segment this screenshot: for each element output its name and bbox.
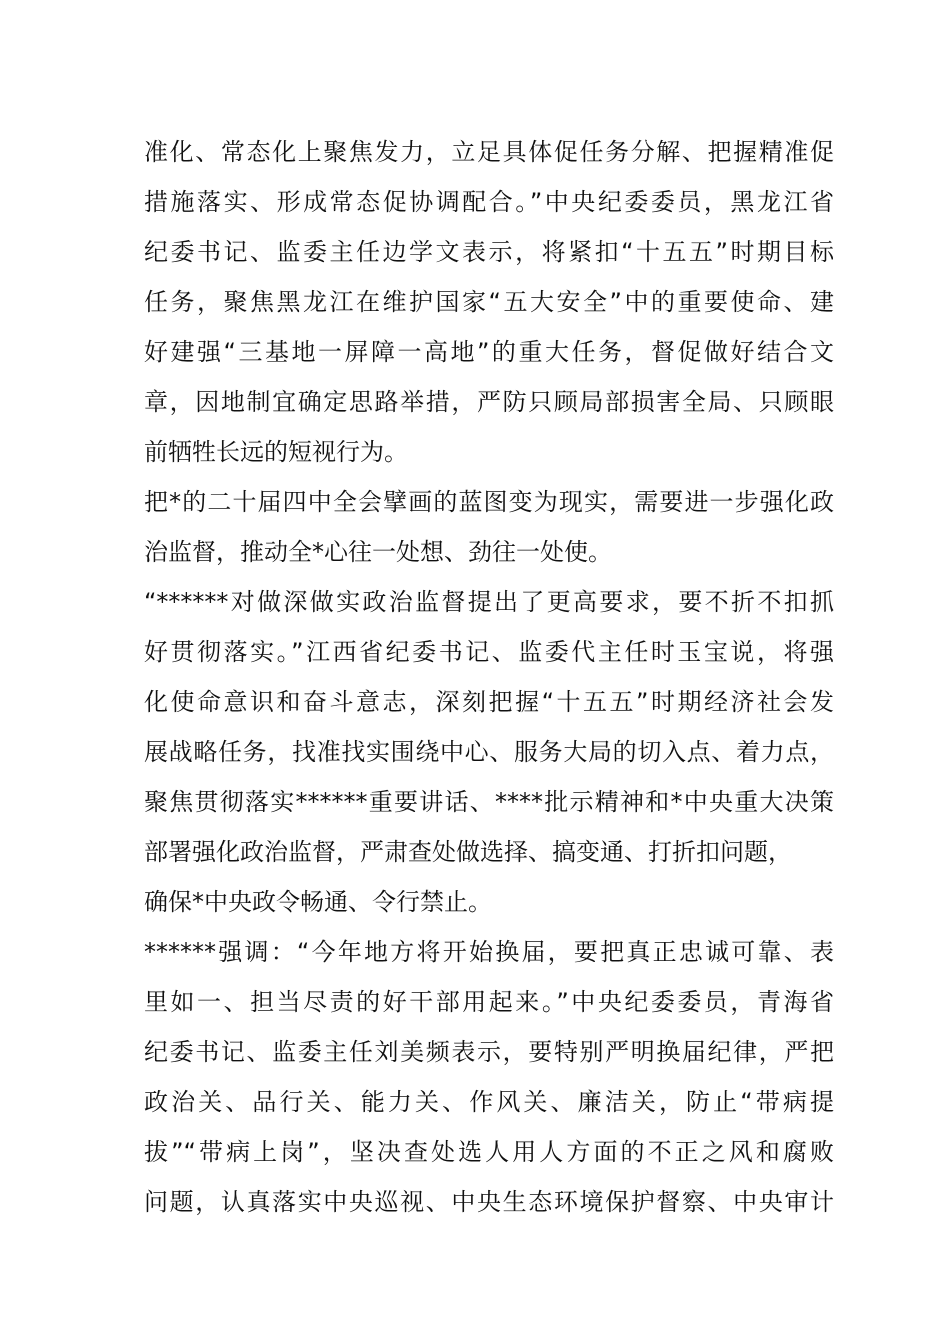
text-line: 好建强“三基地一屏障一高地”的重大任务，督促做好结合文 <box>144 338 834 366</box>
text-line: 问题，认真落实中央巡视、中央生态环境保护督察、中央审计 <box>144 1188 834 1216</box>
text-line: 聚焦贯彻落实******重要讲话、****批示精神和*中央重大决策 <box>144 788 834 816</box>
document-body <box>144 127 834 1227</box>
paragraph-4 <box>144 927 834 1227</box>
text-line: 任务，聚焦黑龙江在维护国家“五大安全”中的重要使命、建 <box>144 288 834 316</box>
text-line: 拔”“带病上岗”，坚决查处选人用人方面的不正之风和腐败 <box>144 1138 834 1166</box>
text-line: 纪委书记、监委主任边学文表示，将紧扣“十五五”时期目标 <box>144 238 834 266</box>
text-line: 化使命意识和奋斗意志，深刻把握“十五五”时期经济社会发 <box>144 688 834 716</box>
text-line: 里如一、担当尽责的好干部用起来。”中央纪委委员，青海省 <box>144 988 834 1016</box>
text-line: 政治关、品行关、能力关、作风关、廉洁关，防止“带病提 <box>144 1088 834 1116</box>
text-line: “******对做深做实政治监督提出了更高要求，要不折不扣抓 <box>144 588 834 616</box>
paragraph-2 <box>144 477 834 577</box>
paragraph-1 <box>144 127 834 477</box>
text-line: 纪委书记、监委主任刘美频表示，要特别严明换届纪律，严把 <box>144 1038 834 1066</box>
text-line: 把*的二十届四中全会擘画的蓝图变为现实，需要进一步强化政 <box>144 488 834 516</box>
text-line: 准化、常态化上聚焦发力，立足具体促任务分解、把握精准促 <box>144 138 834 166</box>
text-line: 确保*中央政令畅通、令行禁止。 <box>144 888 492 916</box>
text-line: 章，因地制宜确定思路举措，严防只顾局部损害全局、只顾眼 <box>144 388 834 416</box>
text-line: 部署强化政治监督，严肃查处做选择、搞变通、打折扣问题， <box>144 838 792 866</box>
text-line: 前牺牲长远的短视行为。 <box>144 438 408 466</box>
text-line: 治监督，推动全*心往一处想、劲往一处使。 <box>144 538 612 566</box>
text-line: ******强调：“今年地方将开始换届，要把真正忠诚可靠、表 <box>144 938 834 966</box>
text-line: 展战略任务，找准找实围绕中心、服务大局的切入点、着力点， <box>144 738 834 766</box>
paragraph-3 <box>144 577 834 927</box>
text-line: 好贯彻落实。”江西省纪委书记、监委代主任时玉宝说，将强 <box>144 638 834 666</box>
text-line: 措施落实、形成常态促协调配合。”中央纪委委员，黑龙江省 <box>144 188 834 216</box>
